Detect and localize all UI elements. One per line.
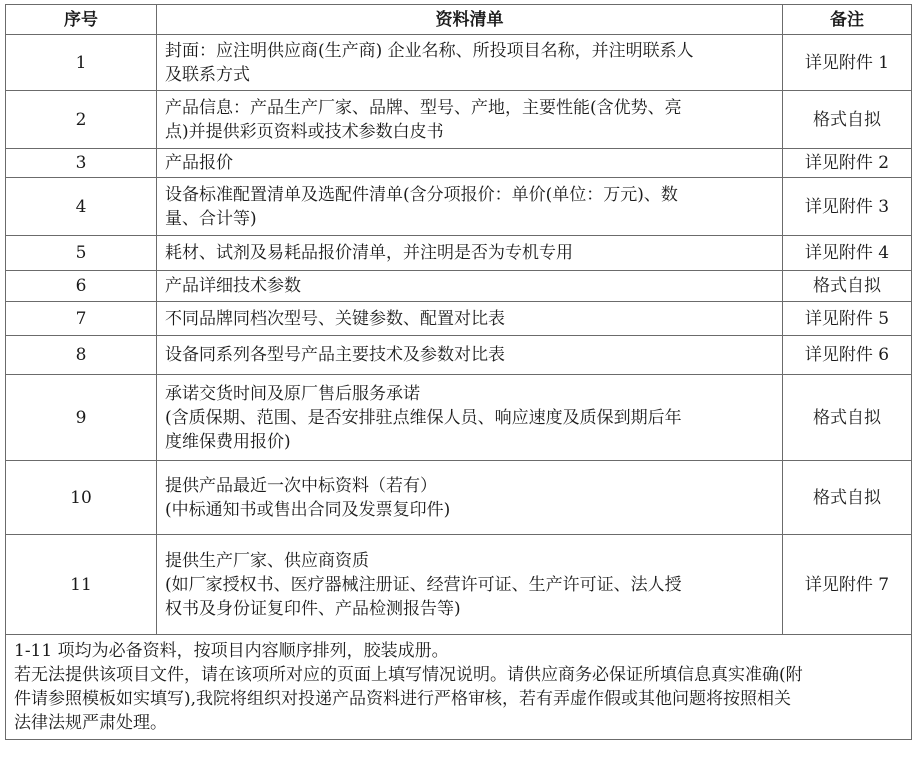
- row-note: 详见附件 5: [783, 302, 912, 336]
- table-row: [6, 302, 912, 336]
- row-note: 详见附件 7: [783, 535, 912, 635]
- header-serial-number: 序号: [6, 5, 157, 35]
- row-number: 1: [6, 35, 157, 91]
- item-text: 提供生产厂家、供应商资质: [165, 550, 369, 571]
- row-item: [157, 535, 783, 635]
- footer-note-line: 法律法规严肃处理。: [14, 713, 167, 733]
- item-text: 点)并提供彩页资料或技术参数白皮书: [165, 121, 444, 142]
- footer-note-line: 若无法提供该项目文件，请在该项所对应的页面上填写情况说明。请供应商务必保证所填信息真实准确(附: [14, 665, 803, 685]
- item-text: 产品报价: [165, 153, 233, 173]
- table-row: [6, 461, 912, 535]
- row-note: 详见附件 3: [783, 178, 912, 236]
- row-number: 9: [6, 375, 157, 461]
- item-text: 产品详细技术参数: [165, 276, 301, 296]
- table-row: [6, 149, 912, 178]
- row-item: [157, 91, 783, 149]
- row-item: [157, 302, 783, 336]
- row-number: 11: [6, 535, 157, 635]
- footer-note-line: 件请参照模板如实填写),我院将组织对投递产品资料进行严格审核，若有弄虚作假或其他问题将按照相关: [14, 689, 792, 709]
- row-note: 详见附件 6: [783, 336, 912, 375]
- requirements-table: [5, 4, 912, 740]
- row-number: 10: [6, 461, 157, 535]
- item-text: 度维保费用报价): [165, 431, 291, 452]
- footer-notes: [6, 635, 912, 740]
- table-row: [6, 535, 912, 635]
- row-number: 2: [6, 91, 157, 149]
- row-item: [157, 271, 783, 302]
- header-remarks: 备注: [783, 5, 912, 35]
- item-text: 不同品牌同档次型号、关键参数、配置对比表: [165, 308, 505, 329]
- row-number: 6: [6, 271, 157, 302]
- header-document-list: 资料清单: [157, 5, 783, 35]
- row-number: 4: [6, 178, 157, 236]
- item-text: 设备同系列各型号产品主要技术及参数对比表: [165, 345, 505, 365]
- item-text: 产品信息：产品生产厂家、品牌、型号、产地，主要性能(含优势、亮: [165, 97, 682, 118]
- item-text: 设备标准配置清单及选配件清单(含分项报价：单价(单位：万元)、数: [165, 184, 678, 205]
- row-number: 7: [6, 302, 157, 336]
- row-item: [157, 375, 783, 461]
- item-text: (中标通知书或售出合同及发票复印件): [165, 499, 451, 520]
- item-text: 提供产品最近一次中标资料（若有）: [165, 475, 437, 496]
- table-row: [6, 336, 912, 375]
- table-row: [6, 91, 912, 149]
- table-row: [6, 271, 912, 302]
- row-item: [157, 178, 783, 236]
- row-note: 详见附件 2: [783, 149, 912, 178]
- row-item: [157, 35, 783, 91]
- item-text: (如厂家授权书、医疗器械注册证、经营许可证、生产许可证、法人授: [165, 574, 682, 595]
- footer-note-line: 1-11 项均为必备资料，按项目内容顺序排列，胶装成册。: [14, 641, 449, 661]
- row-note: 格式自拟: [783, 375, 912, 461]
- item-text: 权书及身份证复印件、产品检测报告等): [165, 598, 461, 619]
- item-text: 承诺交货时间及原厂售后服务承诺: [165, 383, 420, 404]
- row-note: 格式自拟: [783, 271, 912, 302]
- item-text: (含质保期、范围、是否安排驻点维保人员、响应速度及质保到期后年: [165, 407, 682, 428]
- item-text: 及联系方式: [165, 64, 250, 85]
- row-item: [157, 149, 783, 178]
- row-number: 5: [6, 236, 157, 271]
- row-item: [157, 236, 783, 271]
- header-row: [6, 5, 912, 35]
- row-item: [157, 461, 783, 535]
- row-note: 格式自拟: [783, 91, 912, 149]
- table-row: [6, 236, 912, 271]
- row-note: 详见附件 1: [783, 35, 912, 91]
- row-item: [157, 336, 783, 375]
- item-text: 封面：应注明供应商(生产商) 企业名称、所投项目名称，并注明联系人: [165, 40, 694, 61]
- table-row: [6, 178, 912, 236]
- row-note: 详见附件 4: [783, 236, 912, 271]
- item-text: 量、合计等): [165, 208, 257, 229]
- row-number: 3: [6, 149, 157, 178]
- row-note: 格式自拟: [783, 461, 912, 535]
- table-row: [6, 375, 912, 461]
- row-number: 8: [6, 336, 157, 375]
- table-row: [6, 35, 912, 91]
- item-text: 耗材、试剂及易耗品报价清单，并注明是否为专机专用: [165, 243, 573, 263]
- footer-row: [6, 635, 912, 740]
